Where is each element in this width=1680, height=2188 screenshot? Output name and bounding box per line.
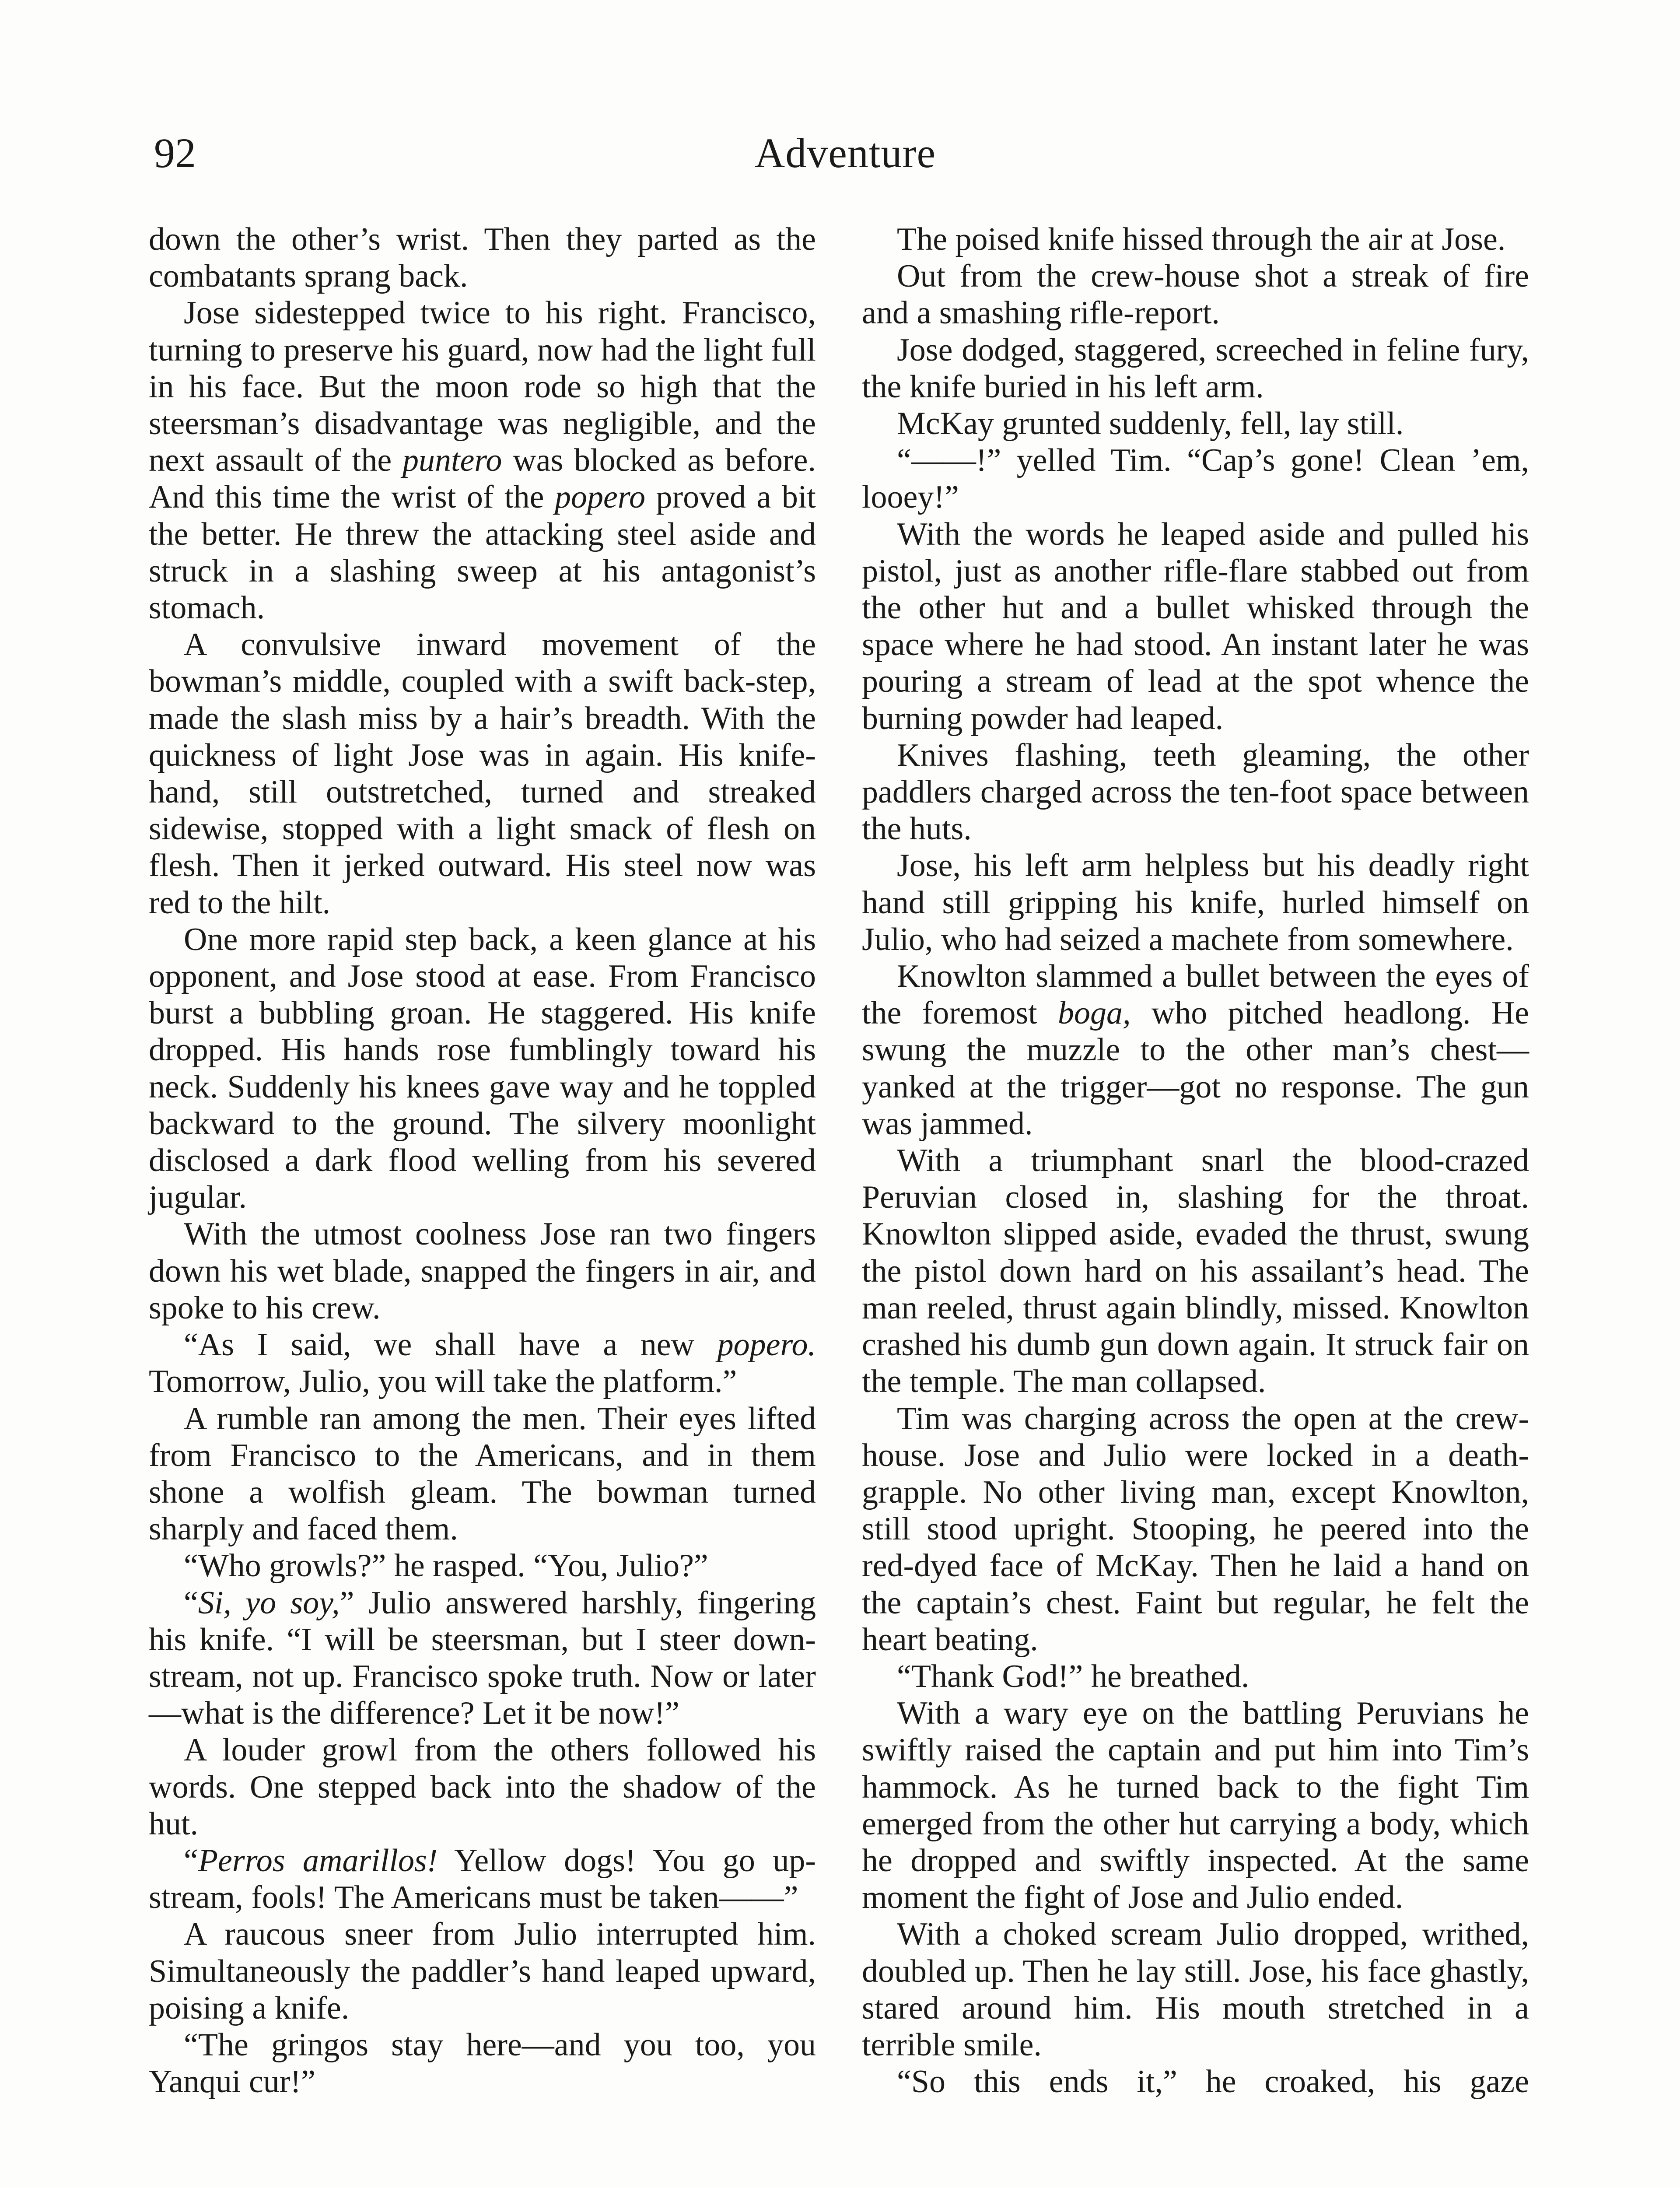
paragraph: McKay grunted suddenly, fell, lay still. (897, 406, 1404, 442)
text-run: ” Julio answered harshly, fingering his knife. “I will be steersman, but I steer down-stream, not up. Francisco spoke truth. Now or later—what is the difference? Let it be now!” (149, 1585, 816, 1732)
paragraph: With a choked scream Julio dropped, writhed, doubled up. Then he lay still. Jose, his face ghastly, stared around him. His mouth stretched in a terrible smile. (862, 1916, 1529, 2063)
paragraph: “——!” yelled Tim. “Cap’s gone! Clean ’em, looey!” (862, 442, 1529, 515)
paragraph: One more rapid step back, a keen glance at his opponent, and Jose stood at ease. From Francisco burst a bubbling groan. He staggered. His knife dropped. His hands rose fumblingly toward his neck. Suddenly his knees gave way and he toppled backward to the ground. The silvery moonlight disclosed a dark flood welling from his severed jugular. (149, 921, 816, 1216)
text-run: Knowlton slammed a bullet between the eyes of the foremost (862, 958, 1529, 1031)
paragraph: Jose, his left arm helpless but his deadly right hand still gripping his knife, hurled himself on Julio, who had seized a machete from somewhere. (862, 848, 1529, 957)
running-title: Adventure (754, 130, 936, 176)
text-run: proved a bit the better. He threw the attacking steel aside and struck in a slashing sweep at his antagonist’s stomach. (149, 479, 816, 626)
paragraph (149, 1326, 816, 1400)
text-run: “ (184, 1585, 198, 1621)
paragraph (149, 1585, 816, 1732)
paragraph (149, 1842, 816, 1916)
paragraph: Knives flashing, teeth gleaming, the other paddlers charged across the ten-foot space between the huts. (862, 737, 1529, 847)
paragraph: A raucous sneer from Julio interrupted him. Simultaneously the paddler’s hand leaped upward, poising a knife. (149, 1916, 816, 2026)
page-number: 92 (154, 130, 196, 176)
paragraph: With a wary eye on the battling Peruvians he swiftly raised the captain and put him into Tim’s hammock. As he turned back to the fight Tim emerged from the other hut carrying a body, which he dropped and swiftly inspected. At the same moment the fight of Jose and Julio ended. (862, 1695, 1529, 1916)
paragraph: “Who growls?” he rasped. “You, Julio?” (184, 1548, 708, 1584)
paragraph: “The gringos stay here—and you too, you Yanqui cur!” (149, 2027, 816, 2100)
paragraph: Jose dodged, staggered, screeched in feline fury, the knife buried in his left arm. (862, 332, 1529, 405)
paragraph: A convulsive inward movement of the bowman’s middle, coupled with a swift back-step, made the slash miss by a hair’s breadth. With the quickness of light Jose was in again. His knife-hand, still outstretched, turned and streaked sidewise, stopped with a light smack of flesh on flesh. Then it jerked outward. His steel now was red to the hilt. (149, 627, 816, 921)
italic-text: boga, (1058, 995, 1131, 1031)
italic-text: popero. (717, 1327, 816, 1363)
paragraph: Tim was charging across the open at the crew-house. Jose and Julio were locked in a death-grapple. No other living man, except Knowlton, still stood upright. Stooping, he peered into the red-dyed face of McKay. Then he laid a hand on the captain’s chest. Faint but regular, he felt the heart beating. (862, 1400, 1529, 1658)
text-run: “As I said, we shall have a new (184, 1327, 718, 1363)
paragraph: With the utmost coolness Jose ran two fingers down his wet blade, snapped the fingers in air, and spoke to his crew. (149, 1216, 816, 1326)
paragraph: “Thank God!” he breathed. (897, 1658, 1250, 1694)
italic-text: puntero (402, 442, 502, 479)
text-run: Yellow dogs! You go up-stream, fools! The Americans must be taken——” (149, 1842, 816, 1916)
paragraph: Out from the crew-house shot a streak of fire and a smashing rifle-report. (862, 258, 1529, 331)
paragraph (149, 295, 816, 626)
italic-text: Perros amarillos! (198, 1842, 438, 1879)
paragraph: With a triumphant snarl the blood-crazed Peruvian closed in, slashing for the throat. Knowlton slipped aside, evaded the thrust, swung the pistol down hard on his assailant’s head. The man reeled, thrust again blindly, missed. Knowlton crashed his dumb gun down again. It struck fair on the temple. The man collapsed. (862, 1143, 1529, 1400)
italic-text: popero (555, 479, 645, 515)
paragraph: A louder growl from the others followed his words. One stepped back into the shadow of the hut. (149, 1732, 816, 1842)
text-run: Jose sidestepped twice to his right. Francisco, turning to preserve his guard, now had the light full in his face. But the moon rode so high that the steersman’s disadvantage was negligible, and the next assault of the (149, 295, 816, 479)
text-run: was blocked as before. And this time the wrist of the (149, 442, 816, 515)
page-header (154, 127, 1536, 184)
paragraph: “So this ends it,” he croaked, his gaze (897, 2064, 1529, 2100)
paragraph (862, 958, 1529, 1142)
text-run: Tomorrow, Julio, you will take the platform.” (149, 1364, 737, 1400)
text-run: “ (184, 1842, 198, 1879)
text-column-right (862, 221, 1529, 2100)
text-run: who pitched headlong. He swung the muzzle to the other man’s chest—yanked at the trigger—got no response. The gun was jammed. (862, 995, 1529, 1142)
paragraph: A rumble ran among the men. Their eyes lifted from Francisco to the Americans, and in them shone a wolfish gleam. The bowman turned sharply and faced them. (149, 1400, 816, 1547)
italic-text: Si, yo soy, (198, 1585, 340, 1621)
paragraph: With the words he leaped aside and pulled his pistol, just as another rifle-flare stabbed out from the other hut and a bullet whisked through the space where he had stood. An instant later he was pouring a stream of lead at the spot whence the burning powder had leaped. (862, 516, 1529, 736)
paragraph: down the other’s wrist. Then they parted as the combatants sprang back. (149, 221, 816, 295)
paragraph: The poised knife hissed through the air at Jose. (897, 221, 1506, 257)
text-column-left (149, 221, 816, 2100)
